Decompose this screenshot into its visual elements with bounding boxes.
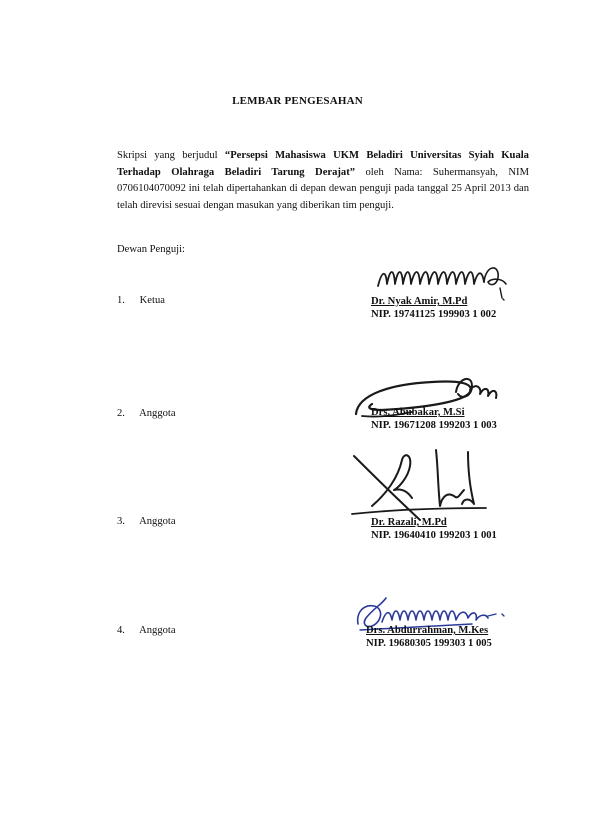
examiner-4-nip: NIP. 19680305 199303 1 005 (366, 638, 492, 649)
examiner-1-role: Ketua (139, 295, 165, 306)
examiner-2-role-line (117, 408, 176, 419)
paragraph-rest: oleh Nama: Suhermansyah, NIM 0706104070092 ini telah dipertahankan di depan dewan penguji pada tanggal 25 April 2013 dan telah direvisi sesuai dengan masukan yang diberikan tim penguji. (117, 166, 529, 211)
examiner-2-signer (371, 407, 497, 431)
examiner-4-role-line (117, 625, 176, 636)
examiner-1-name: Dr. Nyak Amir, M.Pd (371, 296, 468, 307)
examiner-4-signer (366, 625, 492, 649)
examiner-3-nip: NIP. 19640410 199203 1 001 (371, 530, 497, 541)
examiner-4-number: 4. (117, 625, 125, 636)
approval-paragraph (117, 148, 529, 214)
page-title: LEMBAR PENGESAHAN (232, 95, 363, 107)
examiner-3-number: 3. (117, 516, 125, 527)
examiner-2-name: Drs. Abubakar, M.Si (371, 407, 465, 418)
examiner-2-nip: NIP. 19671208 199203 1 003 (371, 420, 497, 431)
examiner-4-role: Anggota (139, 625, 176, 636)
examiner-1-nip: NIP. 19741125 199903 1 002 (371, 309, 497, 320)
thesis-title: “Persepsi Mahasiswa UKM Beladiri Universitas Syiah Kuala Terhadap Olahraga Beladiri Tarung Derajat” (117, 150, 529, 178)
examiner-2-number: 2. (117, 408, 125, 419)
examiner-3-signature (350, 448, 490, 528)
examiner-1-signer (371, 296, 496, 320)
examiner-3-role: Anggota (139, 516, 176, 527)
examiner-1-role-line (117, 295, 165, 306)
examiner-4-name: Drs. Abdurrahman, M.Kes (366, 625, 489, 636)
committee-label: Dewan Penguji: (117, 244, 185, 255)
examiner-1-number: 1. (117, 295, 125, 306)
examiner-3-signer (371, 517, 497, 541)
examiner-3-name: Dr. Razali, M.Pd (371, 517, 447, 528)
examiner-3-role-line (117, 516, 176, 527)
paragraph-intro: Skripsi yang berjudul (117, 150, 225, 161)
examiner-2-role: Anggota (139, 408, 176, 419)
